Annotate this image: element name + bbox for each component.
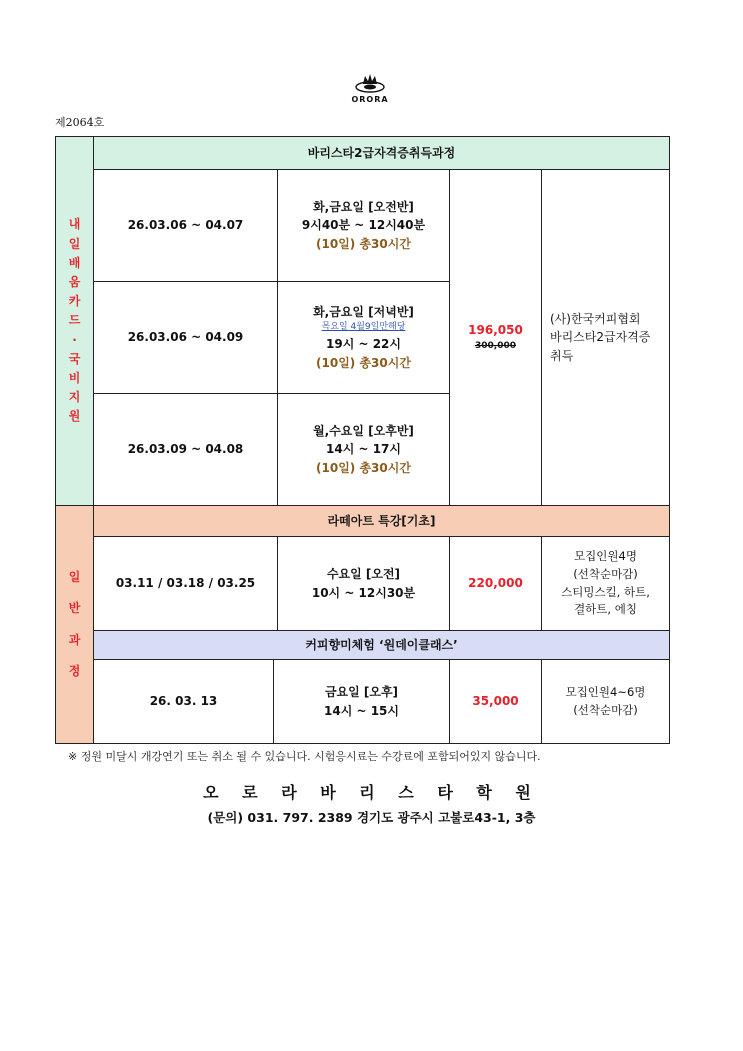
course-title-barista: 바리스타2급자격증취득과정 (94, 137, 670, 170)
latte-schedule: 수요일 [오전] 10시 ~ 12시30분 (278, 537, 450, 631)
row2-schedule: 화,금요일 [저녁반] 목요일 4월9일만해당 19시 ~ 22시 (10일) 총30시간 (278, 282, 450, 394)
row3-schedule: 월,수요일 [오후반] 14시 ~ 17시 (10일) 총30시간 (278, 394, 450, 506)
row2-dates: 26.03.06 ~ 04.09 (94, 282, 278, 394)
row1-dates: 26.03.06 ~ 04.07 (94, 170, 278, 282)
contact-info: (문의) 031. 797. 2389 경기도 광주시 고불로43-1, 3층 (207, 810, 536, 825)
logo (330, 72, 410, 112)
row2-note: 목요일 4월9일만해당 (321, 322, 406, 333)
price-cell (450, 170, 542, 506)
certificate-info: (사)한국커피협회 바리스타2급자격증 취득 (542, 170, 670, 506)
logo-text: ORORA (351, 95, 389, 104)
row3-dates: 26.03.09 ~ 04.08 (94, 394, 278, 506)
course-title-oneday: 커피향미체험 ‘원데이클래스’ (94, 631, 670, 660)
notice-text: ※ 정원 미달시 개강연기 또는 취소 될 수 있습니다. 시험응시료는 수강료에 포함되어있지 않습니다. (68, 750, 541, 763)
academy-name: 오 로 라 바 리 스 타 학 원 (203, 783, 540, 802)
price: 196,050 (468, 323, 523, 338)
crown-icon (352, 72, 388, 94)
latte-dates: 03.11 / 03.18 / 03.25 (94, 537, 278, 631)
side-label-gov: 내 일 배 움 카 드 · 국 비 지 원 (56, 137, 94, 506)
oneday-dates: 26. 03. 13 (94, 660, 274, 744)
course-title-latte: 라떼아트 특강[기초] (94, 506, 670, 537)
latte-price: 220,000 (450, 537, 542, 631)
issue-number: 제2064호 (55, 116, 105, 129)
course-table (55, 136, 670, 744)
oneday-price: 35,000 (450, 660, 542, 744)
side-label-general: 일 반 과 정 (56, 506, 94, 744)
oneday-note: 모집인원4~6명 (선착순마감) (542, 660, 670, 744)
oneday-schedule: 금요일 [오후] 14시 ~ 15시 (274, 660, 450, 744)
latte-note: 모집인원4명 (선착순마감) 스티밍스킬, 하트, 결하트, 에칭 (542, 537, 670, 631)
row1-schedule: 화,금요일 [오전반] 9시40분 ~ 12시40분 (10일) 총30시간 (278, 170, 450, 282)
original-price: 300,000 (475, 340, 516, 351)
